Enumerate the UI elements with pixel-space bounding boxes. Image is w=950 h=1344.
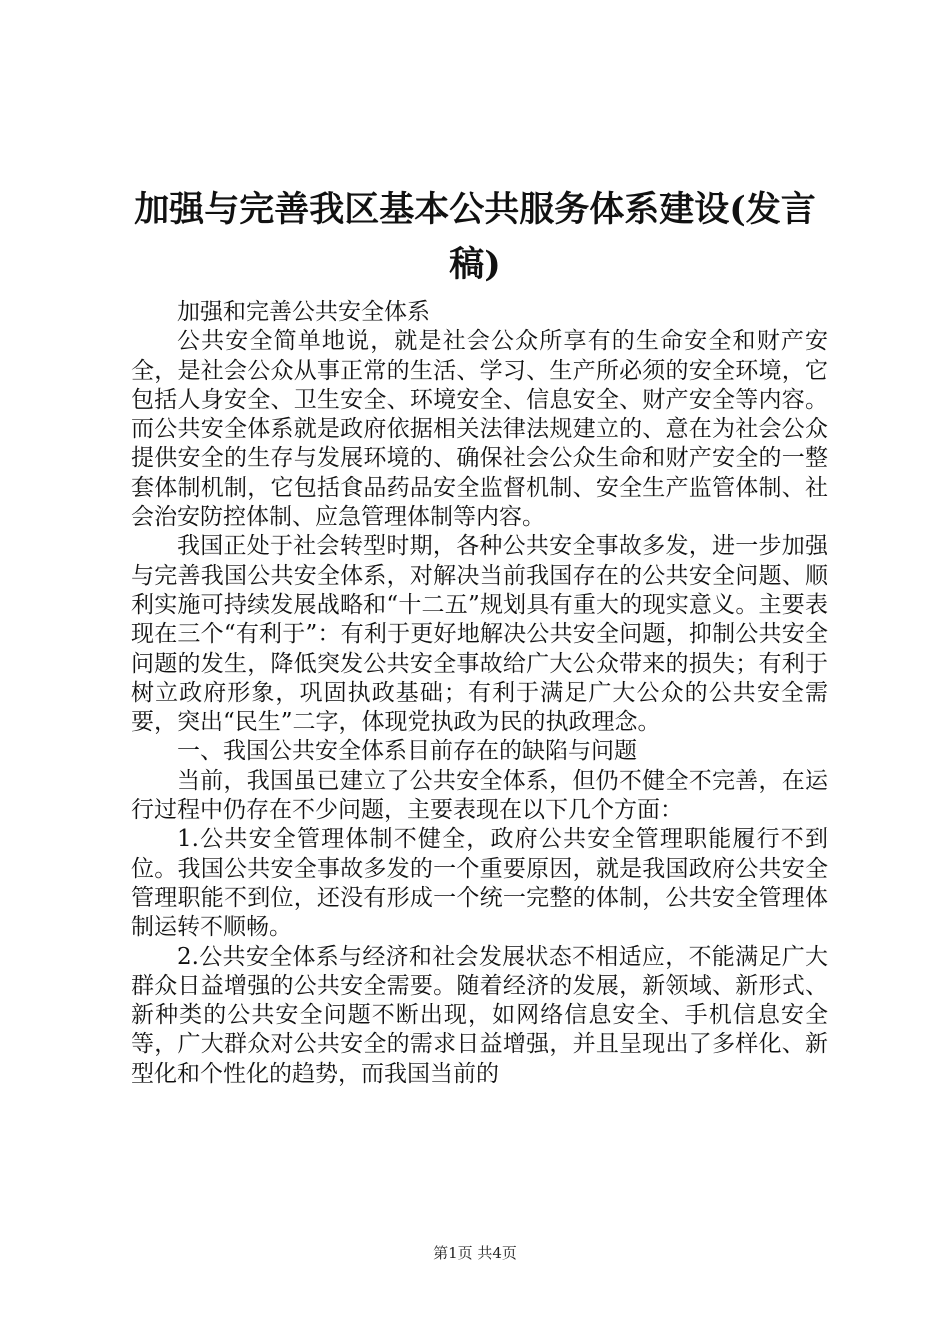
document-title: 加强与完善我区基本公共服务体系建设(发言稿) (134, 189, 816, 285)
section-heading: 加强和完善公共安全体系 (177, 299, 430, 325)
body-paragraph: 公共安全简单地说，就是社会公众所享有的生命安全和财产安全，是社会公众从事正常的生活、学习、生产所必须的安全环境，它包括人身安全、卫生安全、环境安全、信息安全、财产安全等内容。而公共安全体系就是政府依据相关法律法规建立的、意在为社会公众提供安全的生存与发展环境的、确保社会公众生命和财产安全的一整套体制机制，它包括食品药品安全监督机制、安全生产监管体制、社会治安防控体制、应急管理体制等内容。 (131, 328, 828, 531)
body-paragraph: 当前，我国虽已建立了公共安全体系，但仍不健全不完善，在运行过程中仍存在不少问题，主要表现在以下几个方面： (131, 767, 828, 824)
page-number-footer: 第1页 共4页 (433, 1244, 517, 1262)
section-heading: 一、我国公共安全体系目前存在的缺陷与问题 (177, 738, 637, 765)
list-item-paragraph: 2.公共安全体系与经济和社会发展状态不相适应，不能满足广大群众日益增强的公共安全需要。随着经济的发展，新领域、新形式、新种类的公共安全问题不断出现，如网络信息安全、手机信息安全等，广大群众对公共安全的需求日益增强，并且呈现出了多样化、新型化和个性化的趋势，而我国当前的 (131, 943, 828, 1087)
document-body (131, 298, 828, 1089)
body-paragraph: 我国正处于社会转型时期，各种公共安全事故多发，进一步加强与完善我国公共安全体系，对解决当前我国存在的公共安全问题、顺利实施可持续发展战略和“十二五”规划具有重大的现实意义。主要表现在三个“有利于”：有利于更好地解决公共安全问题，抑制公共安全问题的发生，降低突发公共安全事故给广大公众带来的损失；有利于树立政府形象，巩固执政基础；有利于满足广大公众的公共安全需要，突出“民生”二字，体现党执政为民的执政理念。 (131, 533, 828, 736)
list-item-paragraph: 1.公共安全管理体制不健全，政府公共安全管理职能履行不到位。我国公共安全事故多发的一个重要原因，就是我国政府公共安全管理职能不到位，还没有形成一个统一完整的体制，公共安全管理体制运转不顺畅。 (131, 826, 828, 941)
